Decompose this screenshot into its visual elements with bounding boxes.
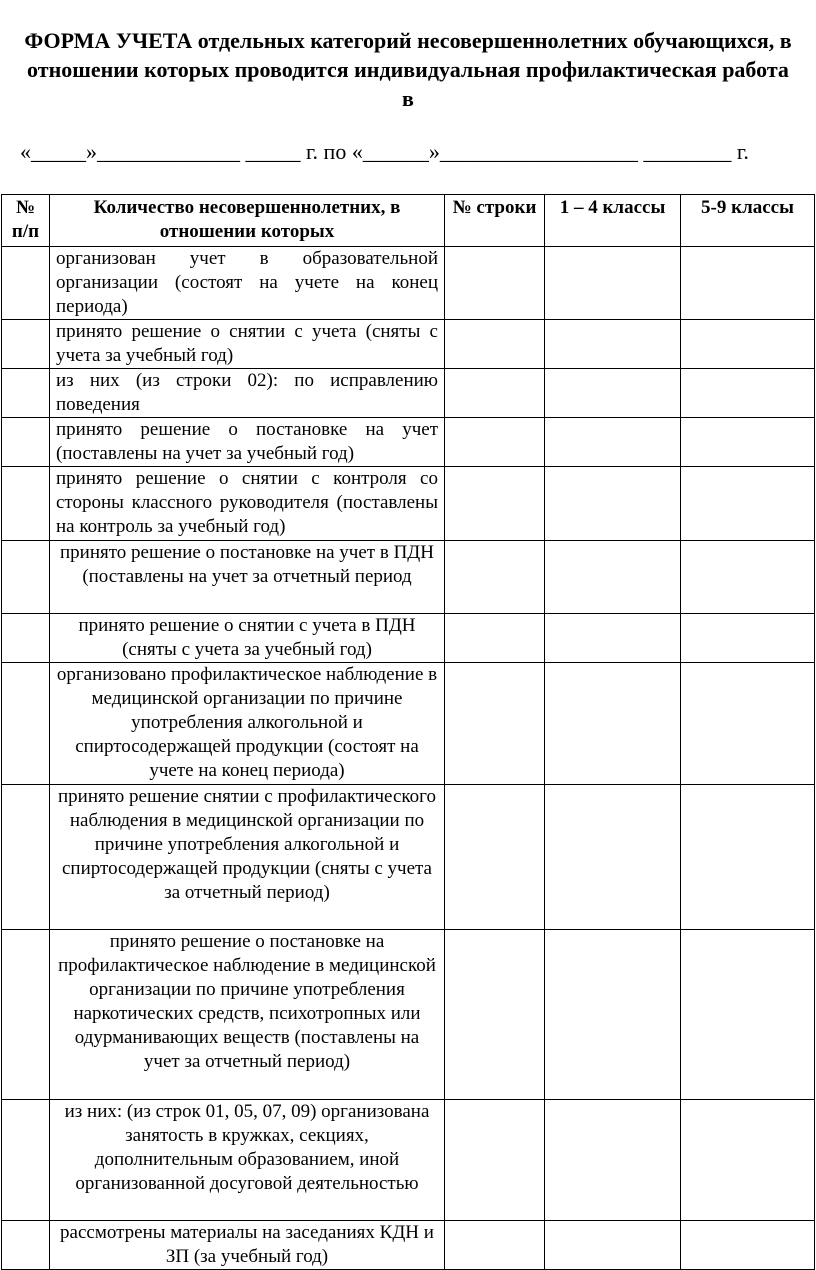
accounting-table — [1, 194, 815, 1270]
row-number-cell — [2, 467, 50, 541]
row-line-cell — [445, 467, 545, 541]
row-line-cell — [445, 1221, 545, 1270]
row-description: из них (из строки 02): по исправлению поведения — [50, 369, 445, 418]
row-line-cell — [445, 785, 545, 930]
table-row — [2, 1100, 815, 1221]
table-header-row — [2, 195, 815, 247]
grades-5-9-cell — [681, 614, 815, 663]
grades-5-9-cell — [681, 785, 815, 930]
table-row — [2, 320, 815, 369]
grades-1-4-cell — [545, 663, 681, 785]
grades-1-4-cell — [545, 369, 681, 418]
grades-5-9-cell — [681, 1221, 815, 1270]
header-row-number: № п/п — [2, 195, 50, 247]
row-line-cell — [445, 320, 545, 369]
grades-1-4-cell — [545, 467, 681, 541]
header-line-number: № строки — [445, 195, 545, 247]
table-row — [2, 247, 815, 320]
grades-5-9-cell — [681, 467, 815, 541]
row-line-cell — [445, 541, 545, 614]
header-grades-5-9: 5-9 классы — [681, 195, 815, 247]
row-description: принято решение о снятии с учета (сняты с учета за учебный год) — [50, 320, 445, 369]
grades-5-9-cell — [681, 320, 815, 369]
row-number-cell — [2, 320, 50, 369]
header-grades-1-4: 1 – 4 классы — [545, 195, 681, 247]
row-number-cell — [2, 541, 50, 614]
table-row — [2, 369, 815, 418]
table-row — [2, 614, 815, 663]
grades-1-4-cell — [545, 614, 681, 663]
table-row — [2, 541, 815, 614]
grades-1-4-cell — [545, 930, 681, 1100]
grades-5-9-cell — [681, 369, 815, 418]
grades-1-4-cell — [545, 418, 681, 467]
row-description: принято решение снятии с профилактического наблюдения в медицинской организации по причине употребления алкогольной и спиртосодержащей продукции (сняты с учета за отчетный период) — [50, 785, 445, 930]
table-row — [2, 467, 815, 541]
row-number-cell — [2, 785, 50, 930]
row-description: принято решение о постановке на профилактическое наблюдение в медицинской организации по причине употребления наркотических средств, психотропных или одурманивающих веществ (поставлены на учет за отчетный период) — [50, 930, 445, 1100]
row-line-cell — [445, 418, 545, 467]
grades-1-4-cell — [545, 785, 681, 930]
row-line-cell — [445, 930, 545, 1100]
row-description: принято решение о снятии с контроля со стороны классного руководителя (поставлены на контроль за учебный год) — [50, 467, 445, 541]
grades-1-4-cell — [545, 1221, 681, 1270]
row-line-cell — [445, 247, 545, 320]
table-row — [2, 1221, 815, 1270]
row-number-cell — [2, 247, 50, 320]
table-row — [2, 663, 815, 785]
grades-5-9-cell — [681, 541, 815, 614]
reporting-period-line: «_____»_____________ _____ г. по «______»__________________ ________ г. — [20, 139, 749, 164]
header-description: Количество несовершеннолетних, в отношении которых — [50, 195, 445, 247]
row-number-cell — [2, 930, 50, 1100]
grades-5-9-cell — [681, 247, 815, 320]
row-line-cell — [445, 1100, 545, 1221]
row-number-cell — [2, 1221, 50, 1270]
row-number-cell — [2, 663, 50, 785]
grades-1-4-cell — [545, 541, 681, 614]
grades-1-4-cell — [545, 1100, 681, 1221]
row-number-cell — [2, 418, 50, 467]
row-description: организовано профилактическое наблюдение в медицинской организации по причине употребления алкогольной и спиртосодержащей продукции (состоят на учете на конец периода) — [50, 663, 445, 785]
table-row — [2, 930, 815, 1100]
row-description: принято решение о снятии с учета в ПДН (сняты с учета за учебный год) — [50, 614, 445, 663]
grades-5-9-cell — [681, 418, 815, 467]
row-description: принято решение о постановке на учет (поставлены на учет за учебный год) — [50, 418, 445, 467]
grades-5-9-cell — [681, 663, 815, 785]
row-line-cell — [445, 369, 545, 418]
row-description: организован учет в образовательной организации (состоят на учете на конец периода) — [50, 247, 445, 320]
row-number-cell — [2, 369, 50, 418]
row-number-cell — [2, 1100, 50, 1221]
row-number-cell — [2, 614, 50, 663]
row-description: из них: (из строк 01, 05, 07, 09) организована занятость в кружках, секциях, дополнительным образованием, иной организованной досуговой деятельностью — [50, 1100, 445, 1221]
grades-5-9-cell — [681, 930, 815, 1100]
grades-5-9-cell — [681, 1100, 815, 1221]
grades-1-4-cell — [545, 320, 681, 369]
row-description: рассмотрены материалы на заседаниях КДН и ЗП (за учебный год) — [50, 1221, 445, 1270]
row-line-cell — [445, 663, 545, 785]
form-title: ФОРМА УЧЕТА отдельных категорий несовершеннолетних обучающихся, в отношении которых проводится индивидуальная профилактическая работа в — [24, 28, 792, 111]
table-row — [2, 418, 815, 467]
row-description: принято решение о постановке на учет в ПДН (поставлены на учет за отчетный период — [50, 541, 445, 614]
table-row — [2, 785, 815, 930]
grades-1-4-cell — [545, 247, 681, 320]
row-line-cell — [445, 614, 545, 663]
